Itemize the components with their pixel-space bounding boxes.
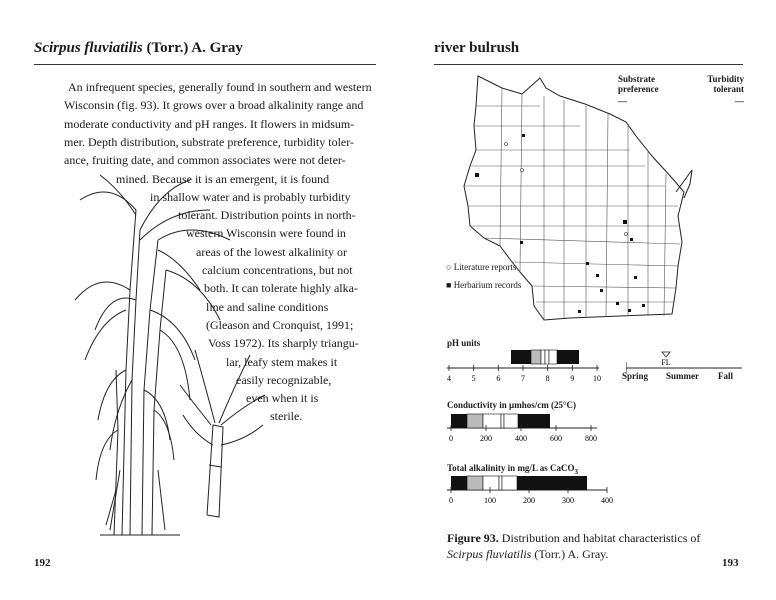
substrate-label: Substrate preference — xyxy=(618,74,659,106)
flowering-label: FL xyxy=(661,358,671,367)
axis-tick-label: 6 xyxy=(496,374,501,383)
header-rule-left xyxy=(34,64,376,65)
description-line: even when it is xyxy=(246,391,319,406)
description-line: Voss 1972). Its sharply triangu- xyxy=(208,336,359,351)
description-line: moderate conductivity and pH ranges. It flowers in midsum- xyxy=(64,116,355,131)
axis-tick-label: 200 xyxy=(480,434,492,443)
species-author: (Torr.) A. Gray xyxy=(146,40,243,56)
alkalinity-chart-title: Total alkalinity in mg/L as CaCO$_3$ xyxy=(447,463,578,476)
axis-tick-label: 100 xyxy=(484,496,496,505)
axis-tick-label: 800 xyxy=(585,434,597,443)
flowering-marker-icon xyxy=(662,352,670,357)
axis-tick-label: 400 xyxy=(515,434,527,443)
description-line: lar, leafy stem makes it xyxy=(226,354,338,369)
description-line: (Gleason and Cronquist, 1991; xyxy=(206,317,354,332)
axis-tick-label: 9 xyxy=(570,374,575,383)
axis-tick-label: 300 xyxy=(562,496,574,505)
description-line: both. It can tolerate highly alka- xyxy=(204,281,358,296)
season-fall: Fall xyxy=(718,371,733,381)
species-title xyxy=(34,40,243,57)
axis-tick-label: 0 xyxy=(449,434,453,443)
axis-tick-label: 7 xyxy=(521,374,525,383)
axis-tick-label: 0 xyxy=(449,496,453,505)
species-scientific-name: Scirpus fluviatilis xyxy=(34,40,143,56)
literature-points xyxy=(505,143,628,236)
description-line: easily recognizable, xyxy=(236,372,332,387)
common-name-title: river bulrush xyxy=(434,40,520,56)
axis-tick-label: 600 xyxy=(550,434,562,443)
description-line: mer. Depth distribution, substrate preference, turbidity toler- xyxy=(64,134,355,149)
conductivity-chart xyxy=(447,412,607,444)
description-line: sterile. xyxy=(270,409,303,424)
axis-tick-label: 4 xyxy=(447,374,451,383)
description-line: western Wisconsin were found in xyxy=(186,226,346,241)
description-line: An infrequent species, generally found in southern and western xyxy=(68,80,372,94)
distribution-map xyxy=(440,66,750,336)
ph-chart-title: pH units xyxy=(447,338,481,348)
ph-chart xyxy=(447,348,607,383)
axis-tick-label: 400 xyxy=(601,496,613,505)
description-line: tolerant. Distribution points in north- xyxy=(178,208,356,223)
description-line: line and saline conditions xyxy=(206,299,329,314)
axis-tick-label: 10 xyxy=(593,374,601,383)
open-circle-icon: ○ xyxy=(446,262,452,272)
season-spring: Spring xyxy=(622,371,649,381)
page-number-left: 192 xyxy=(34,557,51,569)
header-rule-right xyxy=(434,64,743,65)
legend-literature: ○ Literature reports xyxy=(446,262,517,272)
description-line: mined. Because it is an emergent, it is found xyxy=(116,171,330,186)
axis-tick-label: 5 xyxy=(471,374,476,383)
description-line: in shallow water and is probably turbidity xyxy=(150,189,351,204)
conductivity-chart-title: Conductivity in µmhos/cm (25°C) xyxy=(447,400,577,410)
description-line: areas of the lowest alkalinity or xyxy=(196,244,347,259)
filled-square-icon: ■ xyxy=(446,280,452,290)
alkalinity-chart xyxy=(447,474,617,506)
stem-illustration xyxy=(175,345,270,520)
season-summer: Summer xyxy=(666,371,699,381)
page-number-right: 193 xyxy=(722,557,739,569)
description-line: calcium concentrations, but not xyxy=(202,263,353,277)
axis-tick-label: 8 xyxy=(545,374,550,383)
description-line: ance, fruiting date, and common associates were not deter- xyxy=(64,153,346,168)
turbidity-label: Turbidity tolerant — xyxy=(707,74,744,106)
legend-herbarium: ■ Herbarium records xyxy=(446,280,522,290)
figure-caption: Figure 93. Distribution and habitat characteristics of Scirpus fluviatilis (Torr.) A. Gray. xyxy=(447,531,701,561)
axis-tick-label: 200 xyxy=(523,496,535,505)
description-line: Wisconsin (fig. 93). It grows over a broad alkalinity range and xyxy=(64,98,364,113)
